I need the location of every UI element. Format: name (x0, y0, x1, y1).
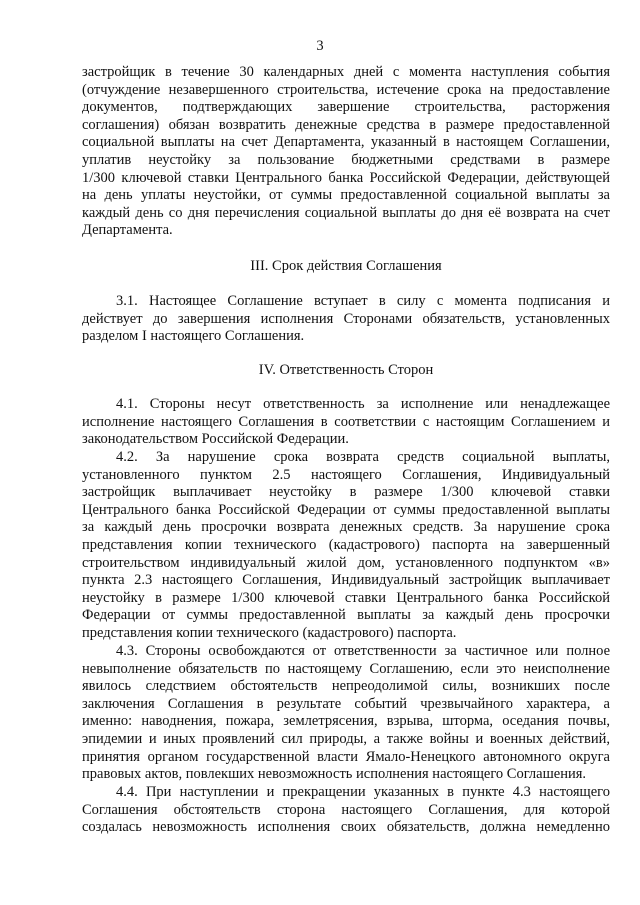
text-line: застройщик выплачивает неустойку в размере 1/300 ключевой ставки (82, 484, 610, 501)
text-line: исполнение настоящего Соглашения в соответствии с настоящим Соглашением и (82, 413, 610, 430)
text-line: заключения Соглашения в результате событий чрезвычайного характера, а (82, 695, 610, 712)
text-line: (отчуждение незавершенного строительства, истечение срока на предоставление (82, 81, 610, 98)
text-line: уплатив неустойку за пользование бюджетными средствами в размере (82, 151, 610, 168)
text-line: неустойку в размере 1/300 ключевой ставки Центрального банка Российской (82, 589, 610, 606)
text-line: 4.2. За нарушение срока возврата средств социальной выплаты, (116, 449, 610, 465)
text-line: 4.1. Стороны несут ответственность за исполнение или ненадлежащее (116, 396, 610, 412)
text-line: пункта 2.3 настоящего Соглашения, Индивидуальный застройщик выплачивает (82, 572, 610, 589)
paragraph-4-2 (82, 449, 610, 643)
paragraph-4-3 (82, 643, 610, 784)
text-line: 4.3. Стороны освобождаются от ответственности за частичное или полное (116, 643, 610, 659)
intro-paragraph (82, 64, 610, 240)
text-line: соглашения) обязан возвратить денежные средства в размере предоставленной (82, 116, 610, 133)
section-4-heading: IV. Ответственность Сторон (258, 362, 434, 378)
paragraph-4-1 (82, 396, 610, 449)
text-line: строительством индивидуальный жилой дом, установленного подпунктом «в» (82, 554, 610, 571)
text-line: застройщик в течение 30 календарных дней с момента наступления события (82, 64, 610, 80)
text-line: представления копии технического (кадастрового) паспорта на завершенный (82, 536, 610, 553)
paragraph-4-4 (82, 784, 610, 837)
text-line: каждый день со дня перечисления социальной выплаты до дня её возврата на счет (82, 204, 610, 221)
paragraph-3-1 (82, 293, 610, 346)
text-line: Департамента. (82, 222, 173, 239)
text-line: принятия органом государственной власти Ямало-Ненецкого автономного округа (82, 748, 610, 765)
text-line: Центрального банка Российской Федерации от суммы предоставленной выплаты (82, 501, 610, 518)
text-line: Федерации от суммы предоставленной выплаты за каждый день просрочки (82, 607, 610, 624)
text-line: представления копии технического (кадастрового) паспорта. (82, 624, 457, 641)
text-line: эпидемии и иных проявлений сил природы, а также войны и военных действий, (82, 730, 610, 747)
text-line: 1/300 ключевой ставки Центрального банка Российской Федерации, действующей (82, 169, 610, 186)
text-line: правовых актов, повлекших невозможность исполнения настоящего Соглашения. (82, 766, 587, 783)
text-line: социальной выплаты на счет Департамента, указанный в настоящем Соглашении, (82, 134, 610, 151)
text-line: 4.4. При наступлении и прекращении указанных в пункте 4.3 настоящего (116, 784, 610, 800)
text-line: явилось следствием обстоятельств непреодолимой силы, возникших после (82, 678, 610, 695)
text-line: разделом I настоящего Соглашения. (82, 328, 305, 345)
text-line: невыполнение обязательств по настоящему Соглашению, если это неисполнение (82, 660, 610, 677)
text-line: установленного пунктом 2.5 настоящего Соглашения, Индивидуальный (82, 466, 610, 483)
text-line: за каждый день просрочки возврата денежных средств. За нарушение срока (82, 519, 610, 536)
text-line: документов, подтверждающих завершение строительства, расторжения (82, 99, 610, 116)
text-line: законодательством Российской Федерации. (82, 431, 349, 448)
text-line: на день уплаты неустойки, от суммы предоставленной социальной выплаты за (82, 187, 610, 204)
text-line: 3.1. Настоящее Соглашение вступает в силу с момента подписания и (116, 293, 610, 309)
section-3-heading: III. Срок действия Соглашения (250, 258, 442, 274)
text-line: создалась невозможность исполнения своих обязательств, должна немедленно (82, 819, 610, 836)
text-line: Соглашения обстоятельств сторона настоящего Соглашения, для которой (82, 801, 610, 818)
page-number: 3 (316, 38, 324, 54)
text-line: именно: наводнения, пожара, землетрясения, взрыва, шторма, оседания почвы, (82, 713, 610, 730)
text-line: действует до завершения исполнения Сторонами обязательств, установленных (82, 310, 610, 327)
